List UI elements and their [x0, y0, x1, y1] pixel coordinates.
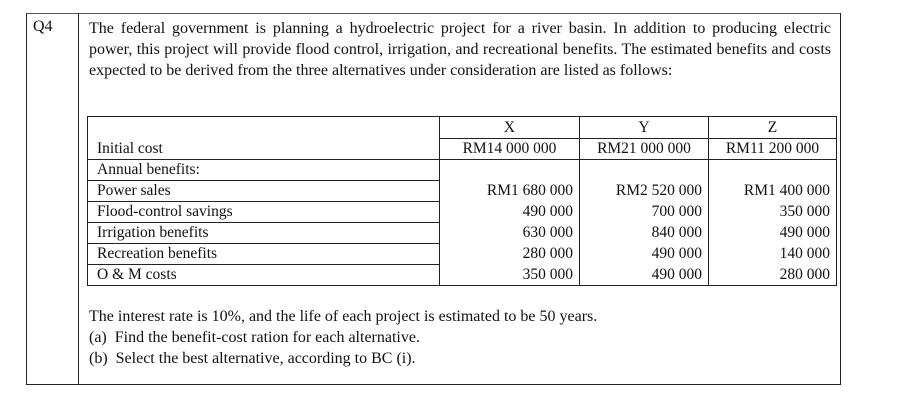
cell-z: RM11 200 000	[709, 139, 837, 160]
table-row	[88, 223, 837, 244]
header-z: Z	[709, 117, 837, 139]
cell-y: 490 000	[580, 265, 709, 286]
question-number: Q4	[33, 18, 53, 35]
cell-y: RM2 520 000	[580, 181, 709, 202]
table-row	[88, 160, 837, 181]
alternatives-table	[87, 116, 837, 286]
table-row	[88, 265, 837, 286]
cell-y: RM21 000 000	[580, 139, 709, 160]
cell-y	[580, 160, 709, 181]
cell-y: 490 000	[580, 244, 709, 265]
row-label: Power sales	[88, 181, 440, 202]
table-row	[88, 244, 837, 265]
cell-y: 840 000	[580, 223, 709, 244]
cell-x: RM14 000 000	[440, 139, 580, 160]
table-row	[88, 202, 837, 223]
cell-z: 140 000	[709, 244, 837, 265]
table-row	[88, 181, 837, 202]
part-b: (b) Select the best alternative, according to BC (i).	[89, 350, 416, 367]
cell-x: 630 000	[440, 223, 580, 244]
cell-x	[440, 160, 580, 181]
header-y: Y	[580, 117, 709, 139]
cell-x: 490 000	[440, 202, 580, 223]
cell-x: 280 000	[440, 244, 580, 265]
header-empty-cell	[88, 117, 440, 139]
cell-y: 700 000	[580, 202, 709, 223]
cell-z: 350 000	[709, 202, 837, 223]
row-label: Recreation benefits	[88, 244, 440, 265]
part-a: (a) Find the benefit-cost ration for each alternative.	[89, 329, 420, 346]
cell-z: RM1 400 000	[709, 181, 837, 202]
cell-z: 280 000	[709, 265, 837, 286]
header-x: X	[440, 117, 580, 139]
column-divider	[78, 13, 79, 384]
interest-statement: The interest rate is 10%, and the life of each project is estimated to be 50 years.	[89, 308, 598, 325]
question-closing	[89, 306, 597, 369]
cell-x: RM1 680 000	[440, 181, 580, 202]
cell-z	[709, 160, 837, 181]
cell-z: 490 000	[709, 223, 837, 244]
table-header-row	[88, 117, 837, 139]
table-row	[88, 139, 837, 160]
row-label: Flood-control savings	[88, 202, 440, 223]
row-label: O & M costs	[88, 265, 440, 286]
question-intro: The federal government is planning a hydroelectric project for a river basin. In addition to producing electric power, this project will provide flood control, irrigation, and recreational benefits. The estimated benefits and costs expected to be derived from the three alternatives under consideration are listed as follows:	[89, 20, 831, 79]
cell-x: 350 000	[440, 265, 580, 286]
row-label: Initial cost	[88, 139, 440, 160]
row-label: Annual benefits:	[88, 160, 440, 181]
row-label: Irrigation benefits	[88, 223, 440, 244]
